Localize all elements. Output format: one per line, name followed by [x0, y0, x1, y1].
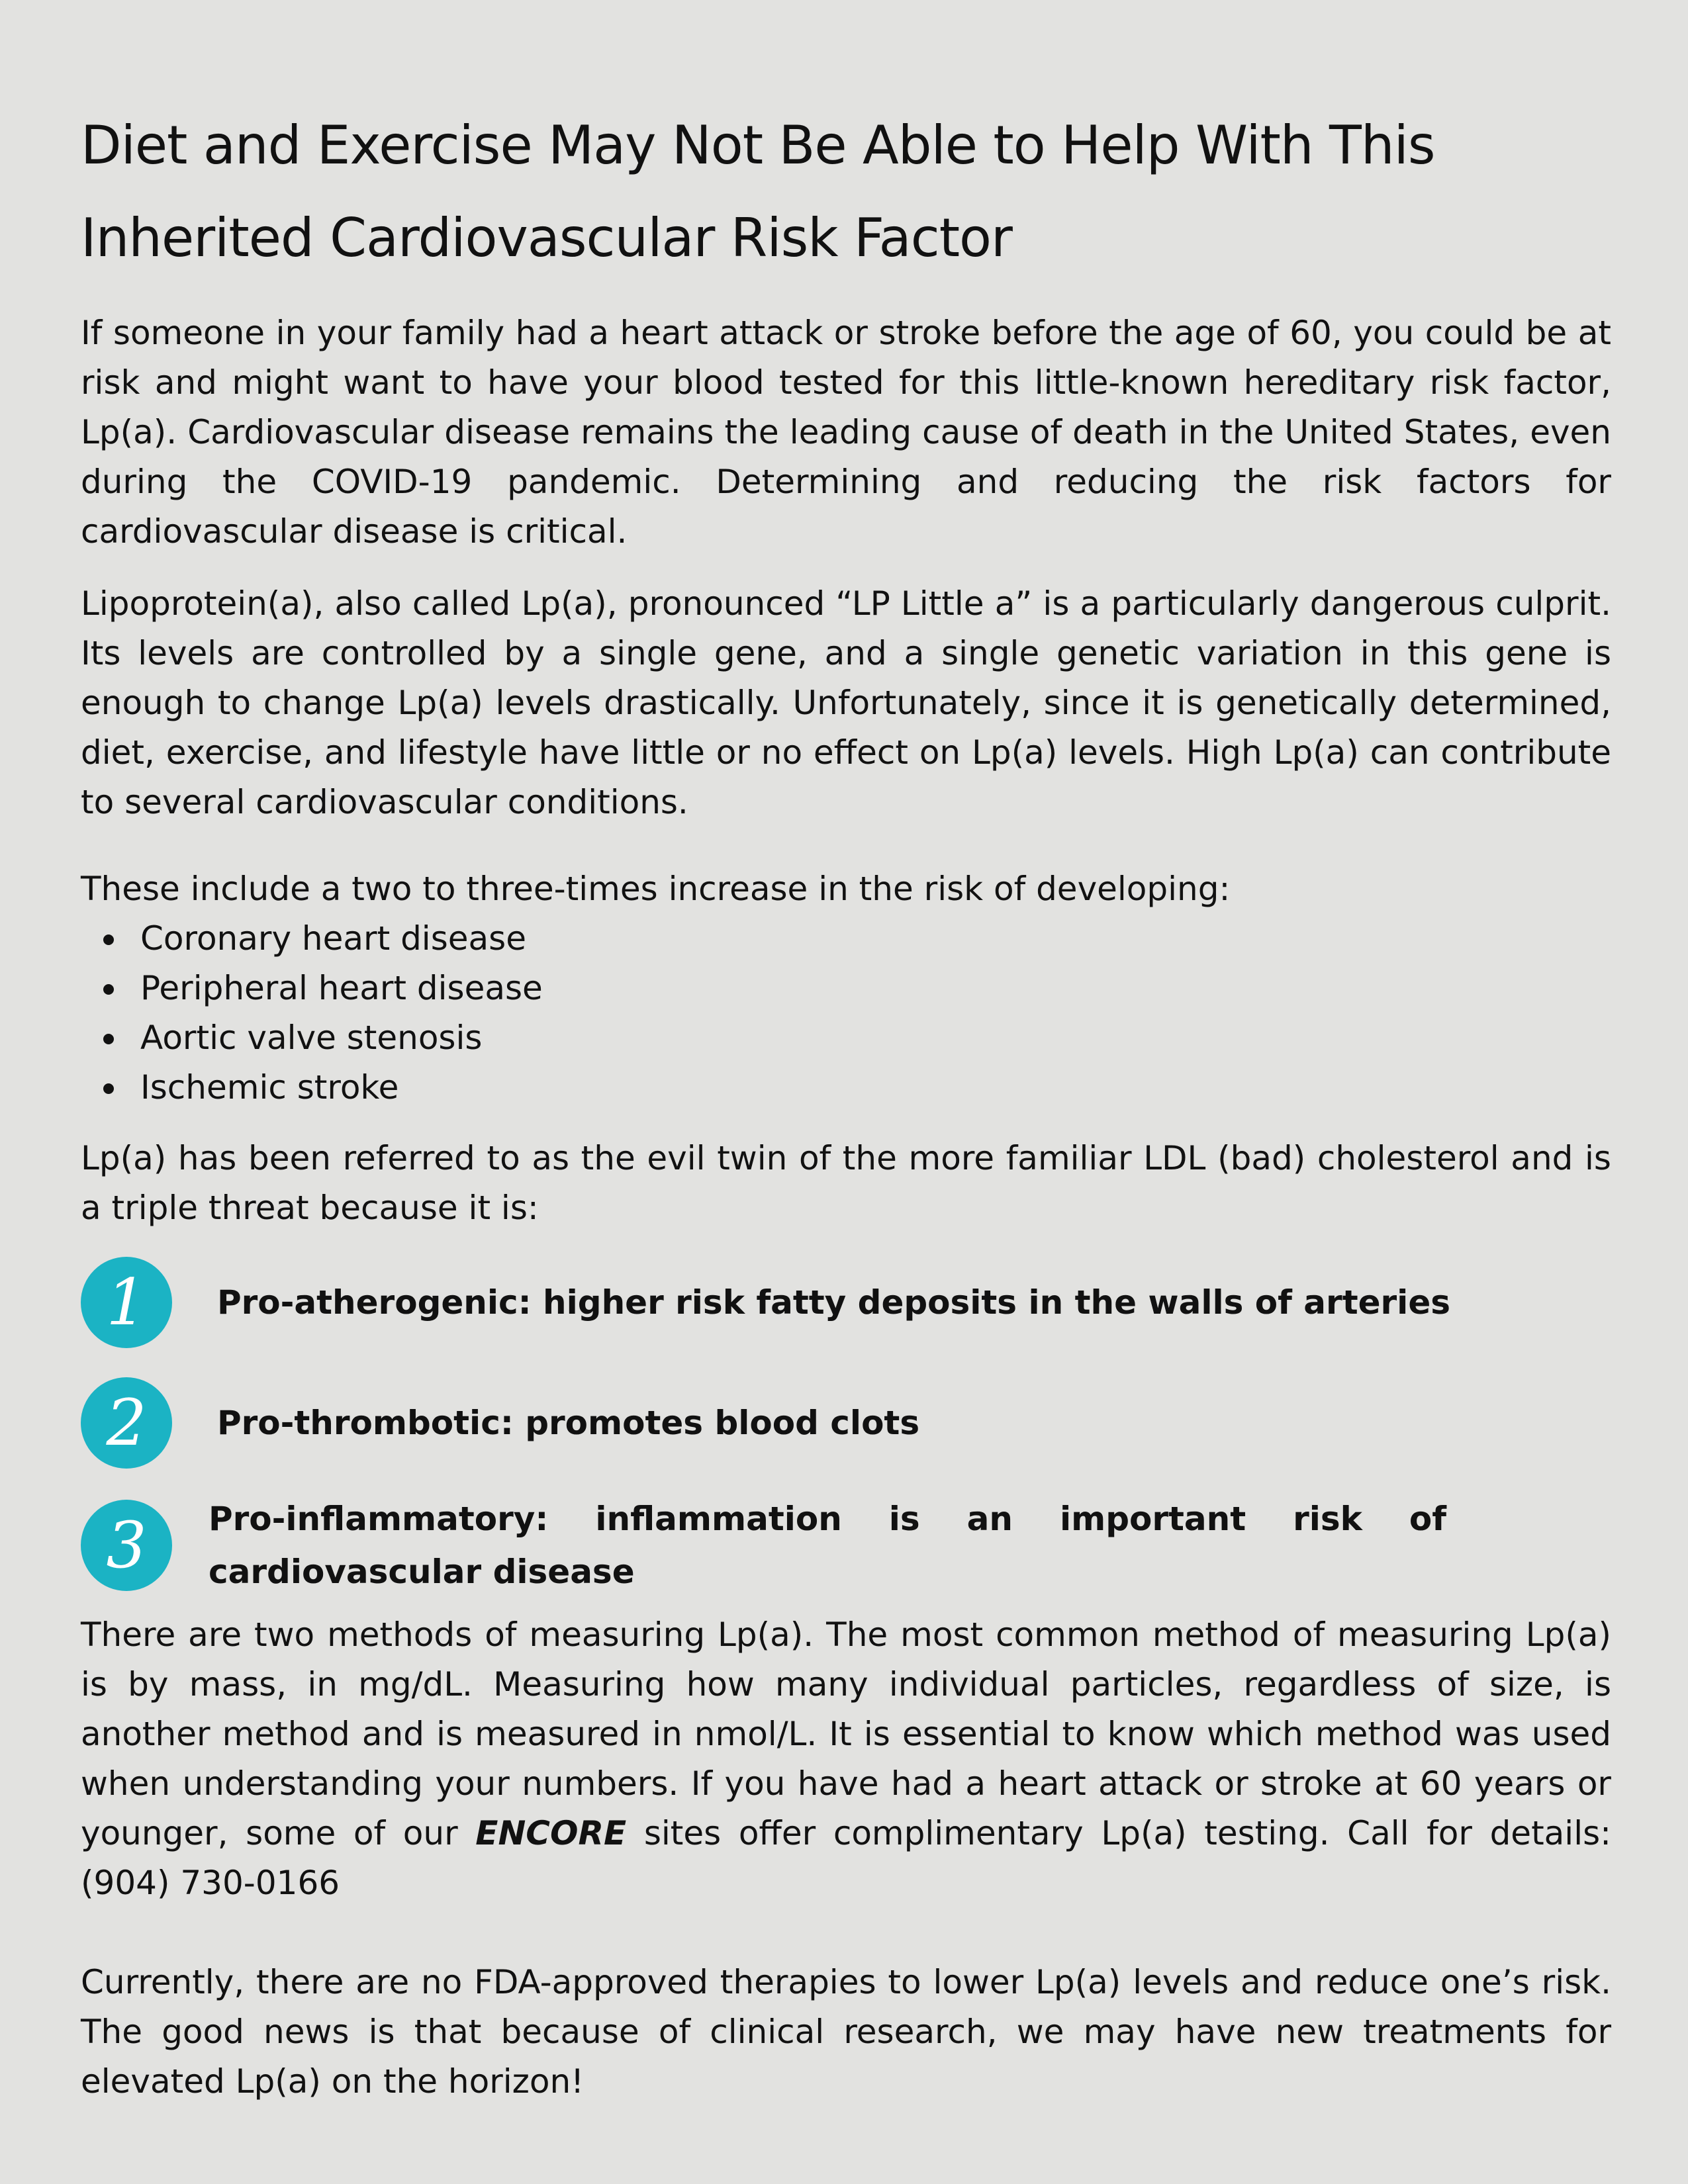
- encore-brand: ENCORE: [475, 1814, 627, 1852]
- list-item: Aortic valve stenosis: [81, 1013, 1611, 1063]
- article-title: [81, 99, 1611, 285]
- list-item: Coronary heart disease: [81, 914, 1611, 964]
- measurement-paragraph: [81, 1610, 1611, 1908]
- threat-text: Pro-inflammatory: inflammation is an important risk of cardiovascular disease: [209, 1500, 1446, 1591]
- threat-item-1: [81, 1257, 1611, 1348]
- triple-threat-intro: Lp(a) has been referred to as the evil twin of the more familiar LDL (bad) cholesterol and is a triple threat because it is:: [81, 1139, 1611, 1227]
- title-line-1: Diet and Exercise May Not Be Able to Help With This: [81, 114, 1435, 176]
- threat-item-3: [81, 1492, 1611, 1598]
- threat-text: Pro-thrombotic: promotes blood clots: [217, 1404, 920, 1442]
- intro-paragraph: If someone in your family had a heart attack or stroke before the age of 60, you could be at risk and might want to have your blood tested for this little-known hereditary risk factor, Lp(a). Cardiovascular disease remains the leading cause of death in the United States, even during the COVID-19 pandemic. Determining and reducing the risk factors for cardiovascular disease is critical.: [81, 314, 1611, 551]
- lpa-description-paragraph: Lipoprotein(a), also called Lp(a), pronounced “LP Little a” is a particularly dangerous culprit. Its levels are controlled by a single gene, and a single genetic variation in this gene is enough to change Lp(a) levels drastically. Unfortunately, since it is genetically determined, diet, exercise, and lifestyle have little or no effect on Lp(a) levels. High Lp(a) can contribute to several cardiovascular conditions.: [81, 584, 1611, 821]
- measurement-text: There are two methods of measuring Lp(a). The most common method of measuring Lp(a) is by mass, in mg/dL. Measuring how many individual particles, regardless of size, is another method and is measured in nmol/L. It is essential to know which method was used when understanding your numbers. If you have had a heart attack or stroke at 60 years or younger, some of our: [81, 1615, 1611, 1852]
- number-1-badge: 1: [81, 1257, 172, 1348]
- threat-item-2: [81, 1377, 1611, 1469]
- measurement-text-end: sites offer complimentary Lp(a) testing. Call for details: (904) 730-0166: [81, 1814, 1611, 1902]
- title-line-2: Inherited Cardiovascular Risk Factor: [81, 207, 1012, 269]
- list-item: Peripheral heart disease: [81, 964, 1611, 1013]
- risk-list: [81, 914, 1611, 1113]
- article: [81, 99, 1611, 2107]
- conclusion-paragraph: Currently, there are no FDA-approved therapies to lower Lp(a) levels and reduce one’s risk. The good news is that because of clinical research, we may have new treatments for elevated Lp(a) on the horizon!: [81, 1963, 1611, 2101]
- number-3-badge: 3: [81, 1500, 172, 1591]
- threat-text: Pro-atherogenic: higher risk fatty deposits in the walls of arteries: [217, 1283, 1450, 1322]
- list-item: Ischemic stroke: [81, 1063, 1611, 1113]
- number-2-badge: 2: [81, 1377, 172, 1469]
- risks-intro: These include a two to three-times increase in the risk of developing:: [81, 870, 1231, 908]
